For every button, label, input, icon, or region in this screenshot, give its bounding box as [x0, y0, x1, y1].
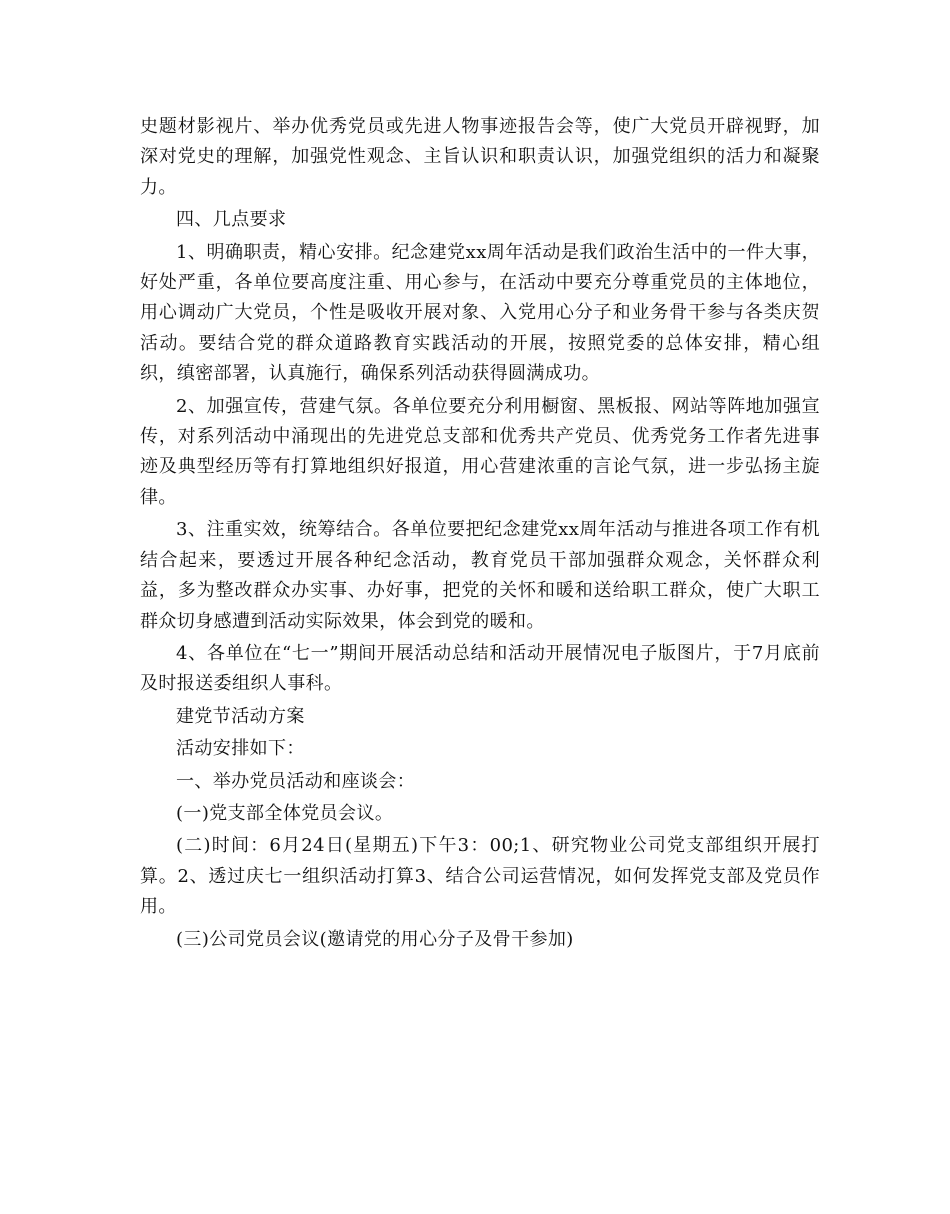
- paragraph: 3、注重实效，统筹结合。各单位要把纪念建党xx周年活动与推进各项工作有机结合起来，要透过开展各种纪念活动，教育党员干部加强群众观念，关怀群众利益，多为整改群众办实事、办好事，把党的关怀和暖和送给职工群众，使广大职工群众切身感遭到活动实际效果，体会到党的暖和。: [140, 519, 820, 632]
- paragraph: 4、各单位在“七一”期间开展活动总结和活动开展情况电子版图片，于7月底前及时报送委组织人事科。: [140, 642, 820, 695]
- paragraph: 活动安排如下：: [176, 738, 305, 760]
- document-body: [140, 112, 820, 955]
- paragraph: (三)公司党员会议(邀请党的用心分子及骨干参加): [176, 928, 574, 950]
- paragraph: 史题材影视片、举办优秀党员或先进人物事迹报告会等，使广大党员开辟视野，加深对党史的理解，加强党性观念、主旨认识和职责认识，加强党组织的活力和凝聚力。: [140, 116, 820, 198]
- section-heading: 一、举办党员活动和座谈会：: [176, 770, 416, 792]
- paragraph: (一)党支部全体党员会议。: [176, 802, 394, 824]
- section-heading: 四、几点要求: [176, 209, 287, 231]
- paragraph: 1、明确职责，精心安排。纪念建党xx周年活动是我们政治生活中的一件大事，好处严重，各单位要高度注重、用心参与，在活动中要充分尊重党员的主体地位，用心调动广大党员，个性是吸收开展对象、入党用心分子和业务骨干参与各类庆贺活动。要结合党的群众道路教育实践活动的开展，按照党委的总体安排，精心组织，缜密部署，认真施行，确保系列活动获得圆满成功。: [140, 241, 820, 385]
- paragraph: (二)时间：6月24日(星期五)下午3：00;1、研究物业公司党支部组织开展打算。2、透过庆七一组织活动打算3、结合公司运营情况，如何发挥党支部及党员作用。: [140, 835, 820, 918]
- paragraph: 2、加强宣传，营建气氛。各单位要充分利用橱窗、黑板报、网站等阵地加强宣传，对系列活动中涌现出的先进党总支部和优秀共产党员、优秀党务工作者先进事迹及典型经历等有打算地组织好报道，用心营建浓重的言论气氛，进一步弘扬主旋律。: [140, 395, 820, 508]
- document-title: 建党节活动方案: [176, 705, 305, 727]
